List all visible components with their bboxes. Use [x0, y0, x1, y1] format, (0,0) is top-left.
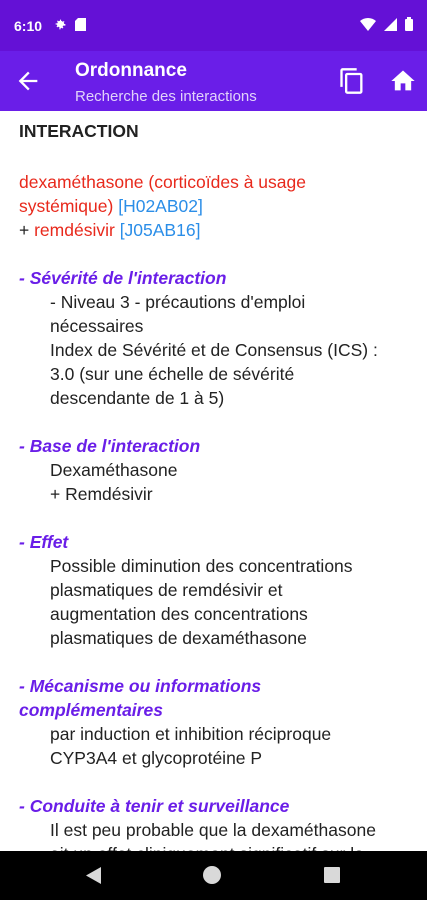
back-arrow-icon[interactable] — [14, 67, 42, 95]
basis-line: Dexaméthasone — [50, 460, 178, 480]
home-icon[interactable] — [389, 67, 417, 95]
conduct-line: Il est peu probable que la dexaméthasone — [50, 820, 376, 840]
status-time: 6:10 — [14, 17, 43, 34]
effect-line: plasmatiques de remdésivir et — [50, 580, 283, 600]
page-title: Ordonnance — [75, 60, 187, 81]
drug2-prefix: + — [19, 220, 35, 240]
severity-line: descendante de 1 à 5) — [50, 388, 225, 408]
severity-line: - Niveau 3 - précautions d'emploi — [50, 292, 306, 312]
nav-home-icon[interactable] — [203, 866, 221, 884]
section-title-effect: - Effet — [19, 532, 69, 552]
drug-pair — [19, 170, 408, 242]
status-bar — [0, 0, 427, 51]
mechanism-title-line: complémentaires — [19, 700, 163, 720]
mechanism-line: par induction et inhibition réciproque — [50, 724, 332, 744]
section-basis — [19, 434, 408, 506]
section-title-conduct: - Conduite à tenir et surveillance — [19, 796, 290, 816]
system-nav-bar — [0, 851, 427, 900]
section-title-severity: - Sévérité de l'interaction — [19, 268, 227, 288]
drug1-class-end: systémique) — [19, 196, 114, 216]
page-subtitle: Recherche des interactions — [75, 88, 257, 105]
severity-line: 3.0 (sur une échelle de sévérité — [50, 364, 295, 384]
effect-line: plasmatiques de dexaméthasone — [50, 628, 307, 648]
battery-icon — [405, 17, 413, 34]
copy-icon[interactable] — [338, 66, 366, 96]
sim-card-icon — [75, 18, 86, 34]
drug2-name: remdésivir — [34, 220, 115, 240]
section-title-basis: - Base de l'interaction — [19, 436, 201, 456]
app-bar — [0, 51, 427, 111]
drug2-atc-code[interactable]: [J05AB16] — [119, 220, 201, 240]
effect-line: augmentation des concentrations — [50, 604, 308, 624]
effect-line: Possible diminution des concentrations — [50, 556, 353, 576]
signal-icon — [384, 18, 397, 34]
section-effect — [19, 530, 408, 650]
interaction-heading: INTERACTION — [19, 121, 139, 141]
nav-recents-icon[interactable] — [324, 867, 340, 883]
drug1-name: dexaméthasone (corticoïdes à usage — [19, 172, 306, 192]
severity-line: Index de Sévérité et de Consensus (ICS) : — [50, 340, 378, 360]
settings-icon — [54, 18, 67, 34]
mechanism-line: CYP3A4 et glycoprotéine P — [50, 748, 263, 768]
nav-back-icon[interactable] — [86, 867, 102, 889]
severity-line: nécessaires — [50, 316, 144, 336]
basis-line: + Remdésivir — [50, 484, 153, 504]
mechanism-title-line: - Mécanisme ou informations — [19, 676, 262, 696]
section-mechanism — [19, 674, 408, 770]
section-title-mechanism — [19, 674, 408, 722]
section-severity — [19, 266, 408, 410]
interaction-content — [0, 111, 427, 851]
drug1-atc-code[interactable]: [H02AB02] — [118, 196, 203, 216]
wifi-icon — [360, 18, 376, 34]
